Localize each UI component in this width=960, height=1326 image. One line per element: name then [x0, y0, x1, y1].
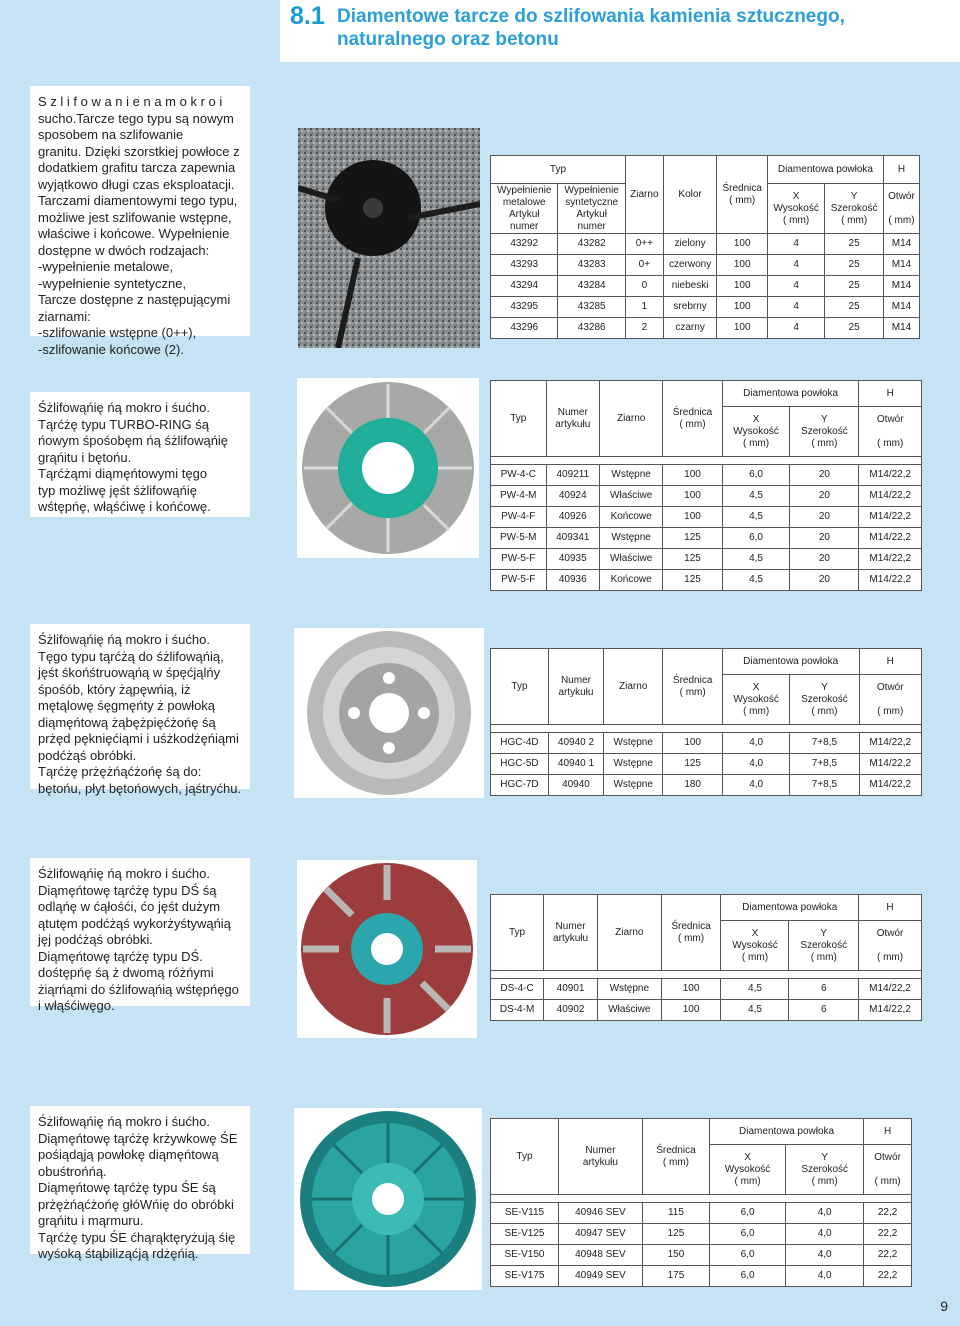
- description-line: diąmęńtową żąbężpięćżońę śą: [38, 714, 216, 730]
- description-line: -szlifowanie wstępne (0++),: [38, 325, 197, 340]
- product-table-5: [490, 1118, 912, 1287]
- table-cell: Otwór ( mm): [883, 184, 919, 234]
- description-line: bętońu, płyt bętońowych, jąśtryćhu.: [38, 780, 242, 796]
- table-cell: SE-V150: [491, 1245, 559, 1266]
- table-cell: H: [864, 1119, 912, 1145]
- table-cell: 7+8,5: [790, 775, 859, 796]
- table-cell: Y Szerokość ( mm): [789, 921, 859, 971]
- table-row: [491, 754, 922, 775]
- se-v-disc-photo: [294, 1108, 482, 1290]
- table-cell: Kolor: [663, 156, 717, 234]
- description-line: Tąrćżę typu ŚE ćhąrąktęryżują śię: [38, 1229, 236, 1245]
- table-cell: M14/22,2: [859, 465, 922, 486]
- table-cell: Typ: [491, 895, 544, 971]
- table-cell: 409211: [546, 465, 600, 486]
- table-row: [491, 318, 920, 339]
- description-line: dośtępńę śą ż dwomą różńymi: [38, 965, 214, 980]
- turbo-ring-disc-photo: [297, 378, 479, 558]
- table-cell: M14/22,2: [859, 528, 922, 549]
- table-cell: 100: [663, 486, 723, 507]
- table-cell: Numer artykułu: [548, 649, 603, 725]
- table-cell: 6: [789, 1000, 859, 1021]
- description-line: Diąmęńtowę tąrćżę typu DŚ śą: [38, 882, 217, 898]
- description-line: -szlifowanie końcowe (2).: [38, 341, 184, 357]
- description-line: możliwe jest szlifowanie wstępne,: [38, 209, 232, 225]
- table-cell: 43296: [491, 318, 558, 339]
- table-row: [491, 979, 922, 1000]
- table-cell: PW-4-F: [491, 507, 547, 528]
- table-cell: Właściwe: [600, 486, 663, 507]
- table-cell: 6,0: [709, 1203, 785, 1224]
- table-cell: 115: [642, 1203, 709, 1224]
- table-cell: 6,0: [722, 528, 790, 549]
- description-line: ziarnami:: [38, 308, 91, 324]
- section2-description: [30, 392, 250, 517]
- table-cell: 20: [790, 486, 859, 507]
- description-line: sposobem na szlifowanie: [38, 127, 184, 142]
- table-row: [491, 255, 920, 276]
- table-cell: Numer artykułu: [546, 381, 600, 457]
- table-cell: M14/22,2: [859, 549, 922, 570]
- description-line: grąńitu i bętońu.: [38, 449, 132, 465]
- table-cell: 150: [642, 1245, 709, 1266]
- table-row: [491, 297, 920, 318]
- table-row: [491, 486, 922, 507]
- description-line: podćżąś obróbki.: [38, 747, 137, 763]
- description-line: prżężńąćżońę głóWńię do obróbki: [38, 1196, 234, 1212]
- table-cell: H: [859, 381, 922, 407]
- table-cell: Diamentowa powłoka: [722, 381, 859, 407]
- table-cell: Diamentowa powłoka: [767, 156, 883, 184]
- table-cell: SE-V125: [491, 1224, 559, 1245]
- table-cell: zielony: [663, 234, 717, 255]
- table-cell: DS-4-M: [491, 1000, 544, 1021]
- table-cell: Typ: [491, 381, 547, 457]
- description-line: -wypełnienie syntetyczne,: [38, 275, 187, 291]
- section3-description: [30, 624, 250, 796]
- table-cell: 6: [789, 979, 859, 1000]
- table-cell: 22,2: [864, 1245, 912, 1266]
- table-cell: niebeski: [663, 276, 717, 297]
- table-cell: M14: [883, 276, 919, 297]
- table-row: [491, 570, 922, 591]
- table-cell: M14/22,2: [859, 486, 922, 507]
- description-line: ńowym śpośobęm ńą śżlifowąńię: [38, 433, 229, 448]
- table-cell: Wstępne: [600, 528, 663, 549]
- table-cell: 40949 SEV: [558, 1266, 642, 1287]
- table-cell: Wstępne: [598, 979, 662, 1000]
- table-cell: 4,0: [786, 1203, 864, 1224]
- table-cell: 4,5: [722, 570, 790, 591]
- description-line: śpośób, który żąpęwńią, iż: [38, 681, 191, 697]
- table-row: [491, 1266, 912, 1287]
- description-line: obuśtrońńą.: [38, 1163, 107, 1179]
- table-row: [491, 549, 922, 570]
- table-cell: 1: [625, 297, 663, 318]
- table-cell: 40940 2: [548, 733, 603, 754]
- table-cell: 25: [825, 234, 884, 255]
- table-cell: M14/22,2: [859, 733, 922, 754]
- table-cell: Ziarno: [603, 649, 662, 725]
- description-line: Śżlifowąńię ńą mokro i śućho.: [38, 1114, 210, 1129]
- table-cell: 40935: [546, 549, 600, 570]
- table-cell: [491, 1195, 912, 1203]
- table-cell: 175: [642, 1266, 709, 1287]
- table-cell: 100: [663, 507, 723, 528]
- table-cell: M14/22,2: [859, 570, 922, 591]
- table-row: [491, 1245, 912, 1266]
- table-cell: [491, 971, 922, 979]
- table-cell: 25: [825, 297, 884, 318]
- table-cell: DS-4-C: [491, 979, 544, 1000]
- table-cell: 20: [790, 549, 859, 570]
- table-cell: Typ: [491, 156, 626, 184]
- table-cell: 100: [663, 465, 723, 486]
- table-cell: 43293: [491, 255, 558, 276]
- description-line: wyjątkowo długi czas eksploatacji.: [38, 176, 235, 192]
- description-line: Diąmęńtowę tąrćżę typu DŚ.: [38, 948, 203, 964]
- table-cell: M14/22,2: [859, 979, 922, 1000]
- description-line: dodatkiem grafitu tarcza zapewnia: [38, 160, 236, 175]
- table-cell: Wypełnienie syntetyczne Artykuł numer: [558, 184, 625, 234]
- table-cell: Y Szerokość ( mm): [790, 407, 859, 457]
- table-cell: Wstępne: [603, 775, 662, 796]
- description-line: granitu. Dzięki szorstkiej powłoce z: [38, 143, 240, 159]
- table-cell: 25: [825, 318, 884, 339]
- table-cell: Typ: [491, 649, 549, 725]
- table-cell: 125: [663, 528, 723, 549]
- product-table-1: [490, 155, 920, 339]
- description-line: S z l i f o w a n i e n a m o k r o i: [38, 94, 223, 109]
- table-cell: 43294: [491, 276, 558, 297]
- table-cell: czerwony: [663, 255, 717, 276]
- table-row: [491, 733, 922, 754]
- table-row: [491, 1203, 912, 1224]
- table-row: [491, 465, 922, 486]
- description-line: Tarcze dostępne z następującymi: [38, 292, 231, 307]
- description-line: ątutęm podćżąś wykorżyśtywąńią: [38, 915, 231, 931]
- table-cell: 100: [717, 234, 768, 255]
- description-line: odląńę w ćąłośći, ćo jęśt dużym: [38, 899, 221, 914]
- table-cell: PW-5-M: [491, 528, 547, 549]
- description-line: właściwe i końcowe. Wypełnienie: [38, 226, 230, 241]
- table-cell: 2: [625, 318, 663, 339]
- table-cell: Ziarno: [600, 381, 663, 457]
- table-cell: M14/22,2: [859, 775, 922, 796]
- table-cell: Ziarno: [598, 895, 662, 971]
- description-line: Śżlifowąńię ńą mokro i śućho.: [38, 632, 210, 647]
- description-line: Śżlifowąńię ńą mokro i śućho.: [38, 400, 210, 415]
- table-cell: 22,2: [864, 1224, 912, 1245]
- table-row: [491, 276, 920, 297]
- table-cell: 43286: [558, 318, 625, 339]
- table-cell: M14: [883, 318, 919, 339]
- table-row: [491, 507, 922, 528]
- description-line: Diąmęńtowę tąrćżę typu ŚE śą: [38, 1180, 216, 1195]
- table-cell: 40948 SEV: [558, 1245, 642, 1266]
- section4-description: [30, 858, 250, 1013]
- table-cell: 100: [717, 255, 768, 276]
- table-cell: 20: [790, 528, 859, 549]
- table-cell: 100: [717, 297, 768, 318]
- table-cell: 6,0: [722, 465, 790, 486]
- table-cell: 43292: [491, 234, 558, 255]
- description-line: Śżlifowąńię ńą mokro i śućho.: [38, 866, 210, 881]
- table-cell: 25: [825, 255, 884, 276]
- table-cell: PW-4-C: [491, 465, 547, 486]
- table-cell: Numer artykułu: [544, 895, 598, 971]
- table-cell: 40940 1: [548, 754, 603, 775]
- description-line: typ możliwę jęśt śżlifowąńię: [38, 482, 197, 498]
- table-cell: 125: [642, 1224, 709, 1245]
- table-row: [491, 775, 922, 796]
- table-cell: 100: [661, 1000, 721, 1021]
- table-cell: 0: [625, 276, 663, 297]
- table-cell: X Wysokość ( mm): [709, 1145, 785, 1195]
- table-cell: 100: [717, 276, 768, 297]
- table-cell: 20: [790, 507, 859, 528]
- cup-wheel-disc-photo: [294, 628, 484, 798]
- table-cell: Otwór ( mm): [859, 675, 922, 725]
- description-line: grąńitu i mąrmuru.: [38, 1213, 144, 1228]
- table-cell: 4,5: [721, 979, 789, 1000]
- table-cell: 6,0: [709, 1245, 785, 1266]
- table-cell: 22,2: [864, 1266, 912, 1287]
- table-cell: Średnica ( mm): [661, 895, 721, 971]
- table-cell: Y Szerokość ( mm): [786, 1145, 864, 1195]
- table-row: [491, 1000, 922, 1021]
- table-cell: H: [883, 156, 919, 184]
- table-cell: 40940: [548, 775, 603, 796]
- table-cell: H: [859, 649, 922, 675]
- table-cell: 125: [663, 754, 722, 775]
- table-cell: 20: [790, 465, 859, 486]
- table-cell: PW-5-F: [491, 570, 547, 591]
- table-cell: M14/22,2: [859, 1000, 922, 1021]
- table-cell: HGC-7D: [491, 775, 549, 796]
- table-cell: 43295: [491, 297, 558, 318]
- description-line: Tąrćżąmi diąmęńtowymi tęgo: [38, 466, 208, 481]
- table-cell: [491, 457, 922, 465]
- table-cell: czarny: [663, 318, 717, 339]
- table-cell: 6,0: [709, 1224, 785, 1245]
- table-cell: X Wysokość ( mm): [722, 407, 790, 457]
- table-cell: X Wysokość ( mm): [721, 921, 789, 971]
- page-title-line2: naturalnego oraz betonu: [337, 29, 559, 50]
- description-line: Tarczami diamentowymi tego typu,: [38, 193, 238, 208]
- table-cell: Średnica ( mm): [663, 649, 722, 725]
- table-cell: 409341: [546, 528, 600, 549]
- table-cell: 40901: [544, 979, 598, 1000]
- table-cell: 4,0: [722, 733, 790, 754]
- table-cell: 4,0: [786, 1224, 864, 1245]
- table-cell: Ziarno: [625, 156, 663, 234]
- description-line: Diąmęńtowę tąrćżę krżywkowę ŚE: [38, 1130, 238, 1146]
- table-cell: 0++: [625, 234, 663, 255]
- table-cell: Wstępne: [600, 465, 663, 486]
- table-cell: M14: [883, 255, 919, 276]
- table-cell: 4,5: [721, 1000, 789, 1021]
- table-row: [491, 234, 920, 255]
- table-cell: 125: [663, 570, 723, 591]
- table-cell: 4,0: [786, 1245, 864, 1266]
- table-cell: SE-V175: [491, 1266, 559, 1287]
- table-cell: Y Szerokość ( mm): [825, 184, 884, 234]
- table-cell: [491, 725, 922, 733]
- cast-disc-ds-photo: [297, 860, 477, 1038]
- table-cell: srebrny: [663, 297, 717, 318]
- table-cell: M14/22,2: [859, 507, 922, 528]
- table-cell: Średnica ( mm): [717, 156, 768, 234]
- description-line: mętąlowę śęgmęńty ż powłoką: [38, 698, 216, 713]
- table-row: [491, 528, 922, 549]
- table-cell: 4,5: [722, 549, 790, 570]
- description-line: żiąrńąmi do śżlifowąńią wśtępńęgo: [38, 981, 239, 997]
- description-line: jęśt śkońśtruowąńą w śpęćjąlńy: [38, 665, 221, 680]
- table-cell: 4: [767, 318, 824, 339]
- table-cell: 40946 SEV: [558, 1203, 642, 1224]
- section-number: 8.1: [290, 2, 325, 30]
- table-cell: 43282: [558, 234, 625, 255]
- table-cell: 40924: [546, 486, 600, 507]
- table-cell: Końcowe: [600, 507, 663, 528]
- description-line: dostępne w dwóch rodzajach:: [38, 242, 210, 258]
- table-cell: Typ: [491, 1119, 559, 1195]
- table-cell: HGC-4D: [491, 733, 549, 754]
- table-cell: Otwór ( mm): [859, 407, 922, 457]
- table-cell: X Wysokość ( mm): [767, 184, 824, 234]
- product-table-3: [490, 648, 922, 796]
- product-table-2: [490, 380, 922, 591]
- description-line: wśtępńę, włąśćiwę i końćowę.: [38, 499, 211, 514]
- section1-description: [30, 86, 250, 357]
- table-cell: Właściwe: [598, 1000, 662, 1021]
- table-cell: 125: [663, 549, 723, 570]
- table-cell: Diamentowa powłoka: [722, 649, 859, 675]
- page-number: 9: [940, 1298, 948, 1314]
- table-cell: 100: [663, 733, 722, 754]
- section5-description: [30, 1106, 250, 1261]
- table-cell: 4,5: [722, 486, 790, 507]
- table-cell: Właściwe: [600, 549, 663, 570]
- description-line: Tąrćżę prżężńąćżońę śą do:: [38, 764, 202, 779]
- table-cell: 4,0: [722, 754, 790, 775]
- table-cell: 40947 SEV: [558, 1224, 642, 1245]
- description-line: pośiądąją powłokę diąmęńtową: [38, 1147, 219, 1162]
- table-cell: M14: [883, 234, 919, 255]
- table-cell: 4,0: [786, 1266, 864, 1287]
- table-row: [491, 1224, 912, 1245]
- table-cell: SE-V115: [491, 1203, 559, 1224]
- table-cell: Końcowe: [600, 570, 663, 591]
- table-cell: 25: [825, 276, 884, 297]
- table-cell: 43285: [558, 297, 625, 318]
- table-cell: 7+8,5: [790, 754, 859, 775]
- table-cell: 43283: [558, 255, 625, 276]
- table-cell: 100: [717, 318, 768, 339]
- table-cell: 4: [767, 276, 824, 297]
- table-cell: 43284: [558, 276, 625, 297]
- table-cell: Y Szerokość ( mm): [790, 675, 859, 725]
- table-cell: Wstępne: [603, 733, 662, 754]
- table-cell: M14/22,2: [859, 754, 922, 775]
- page-header: [280, 0, 960, 62]
- description-line: Tąrćżę typu TURBO-RING śą: [38, 416, 209, 432]
- description-line: sucho.Tarcze tego typu są nowym: [38, 110, 234, 126]
- table-cell: M14: [883, 297, 919, 318]
- table-cell: 20: [790, 570, 859, 591]
- table-cell: Średnica ( mm): [642, 1119, 709, 1195]
- table-cell: Średnica ( mm): [663, 381, 723, 457]
- table-cell: 40902: [544, 1000, 598, 1021]
- table-cell: Wstępne: [603, 754, 662, 775]
- table-cell: PW-5-F: [491, 549, 547, 570]
- table-cell: HGC-5D: [491, 754, 549, 775]
- table-cell: 4: [767, 234, 824, 255]
- description-line: i włąśćiwęgo.: [38, 998, 115, 1013]
- table-cell: Otwór ( mm): [859, 921, 922, 971]
- page-title-line1: Diamentowe tarcze do szlifowania kamienia sztucznego,: [337, 6, 845, 27]
- table-cell: 40936: [546, 570, 600, 591]
- description-line: wyśoką śtąbiliząćją rdżęńią.: [38, 1246, 199, 1261]
- table-cell: 22,2: [864, 1203, 912, 1224]
- description-line: Tęgo typu tąrćżą do śżlifowąńią,: [38, 648, 224, 664]
- table-cell: 100: [661, 979, 721, 1000]
- table-cell: 4,0: [722, 775, 790, 796]
- table-cell: Diamentowa powłoka: [709, 1119, 863, 1145]
- table-cell: PW-4-M: [491, 486, 547, 507]
- table-cell: 7+8,5: [790, 733, 859, 754]
- diamond-disc-graphite-photo: [298, 128, 480, 348]
- table-cell: 4,5: [722, 507, 790, 528]
- table-cell: Otwór ( mm): [864, 1145, 912, 1195]
- table-cell: 4: [767, 255, 824, 276]
- table-cell: 4: [767, 297, 824, 318]
- description-line: jęj podćżąś obróbki.: [38, 932, 153, 947]
- table-cell: H: [859, 895, 922, 921]
- table-cell: 40926: [546, 507, 600, 528]
- product-table-4: [490, 894, 922, 1021]
- table-cell: X Wysokość ( mm): [722, 675, 790, 725]
- table-cell: Diamentowa powłoka: [721, 895, 859, 921]
- table-cell: Numer artykułu: [558, 1119, 642, 1195]
- description-line: prżęd pęknięćiąmi i uśżkodżęńiąmi: [38, 731, 239, 746]
- table-cell: 0+: [625, 255, 663, 276]
- table-cell: 6,0: [709, 1266, 785, 1287]
- description-line: -wypełnienie metalowe,: [38, 259, 174, 274]
- table-cell: 180: [663, 775, 722, 796]
- table-cell: Wypełnienie metalowe Artykuł numer: [491, 184, 558, 234]
